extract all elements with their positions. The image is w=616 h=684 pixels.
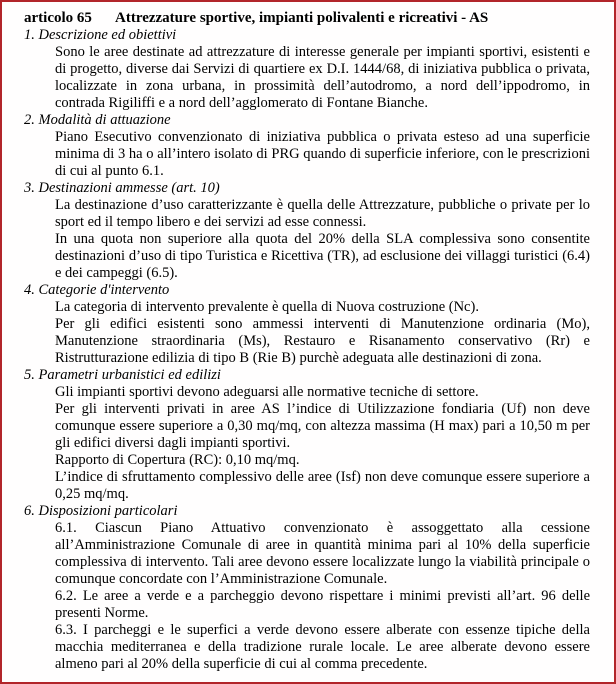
article-number: articolo 65 <box>24 10 92 26</box>
section-5-paragraph: Gli impianti sportivi devono adeguarsi alle normative tecniche di settore. <box>55 384 479 400</box>
section-5-paragraph: Per gli interventi privati in aree AS l’indice di Utilizzazione fondiaria (Uf) non deve comunque essere superiore a 0,30 mq/mq, con altezza massima (H max) pari a 10,50 m per gli edifici diversi dagli impianti sportivi. <box>55 401 590 451</box>
article-title: Attrezzature sportive, impianti polivalenti e ricreativi - AS <box>115 10 489 26</box>
section-heading-6: 6. Disposizioni particolari <box>24 503 178 519</box>
section-heading-5: 5. Parametri urbanistici ed edilizi <box>24 367 221 383</box>
section-5-paragraph: L’indice di sfruttamento complessivo delle aree (Isf) non deve comunque essere superiore a 0,25 mq/mq. <box>55 469 590 502</box>
section-heading-4: 4. Categorie d'intervento <box>24 282 170 298</box>
section-heading-3: 3. Destinazioni ammesse (art. 10) <box>24 180 220 196</box>
section-6-paragraph: 6.3. I parcheggi e le superfici a verde devono essere alberate con essenze tipiche della macchia mediterranea e della tradizione rurale locale. Le aree alberate devono essere almeno pari al 20% della superficie di cui al comma precedente. <box>55 622 590 672</box>
section-heading-2: 2. Modalità di attuazione <box>24 112 171 128</box>
section-2-paragraph: Piano Esecutivo convenzionato di iniziativa pubblica o privata esteso ad una superficie minima di 3 ha o all’intero isolato di PRG quando di superficie inferiore, con le prescrizioni di cui al punto 6.1. <box>55 129 590 179</box>
section-heading-1: 1. Descrizione ed obiettivi <box>24 27 177 43</box>
section-1-paragraph: Sono le aree destinate ad attrezzature di interesse generale per impianti sportivi, esistenti e di progetto, diverse dai Servizi di quartiere ex D.I. 1444/68, di iniziativa pubblica o privata, localizzate in zona urbana, in prossimità dell’autodromo, a nord dell’ippodromo, in contrada Rigiliffi e a nord dell’agglomerato di Fontane Bianche. <box>55 44 590 111</box>
section-6-paragraph: 6.2. Le aree a verde e a parcheggio devono rispettare i minimi previsti all’art. 96 delle presenti Norme. <box>55 588 590 621</box>
section-6-paragraph: 6.1. Ciascun Piano Attuativo convenzionato è assoggettato alla cessione all’Amministrazione Comunale di aree in quantità minima pari al 10% della superficie complessiva di intervento. Tali aree devono essere localizzate lungo la viabilità principale o comunque concordate con l’Amministrazione Comunale. <box>55 520 590 587</box>
article-title-line <box>24 10 590 27</box>
section-4-paragraph: La categoria di intervento prevalente è quella di Nuova costruzione (Nc). <box>55 299 479 315</box>
section-3-paragraph: La destinazione d’uso caratterizzante è quella delle Attrezzature, pubbliche o private per lo sport ed il tempo libero e dei servizi ad esse connessi. <box>55 197 590 230</box>
section-3-paragraph: In una quota non superiore alla quota del 20% della SLA complessiva sono consentite destinazioni d’uso di tipo Turistica e Ricettiva (TR), ad esclusione dei villaggi turistici (6.4) e dei campeggi (6.5). <box>55 231 590 281</box>
section-4-paragraph: Per gli edifici esistenti sono ammessi interventi di Manutenzione ordinaria (Mo), Manutenzione straordinaria (Ms), Restauro e Risanamento conservativo (Rr) e Ristrutturazione edilizia di tipo B (Rie B) purchè adeguata alle destinazioni di zona. <box>55 316 590 366</box>
section-5-paragraph: Rapporto di Copertura (RC): 0,10 mq/mq. <box>55 452 300 468</box>
